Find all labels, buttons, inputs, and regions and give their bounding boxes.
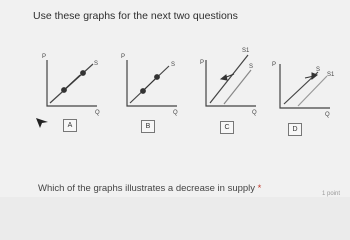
graph-b-arrow	[145, 79, 155, 89]
graph-c-p-label: P	[200, 60, 205, 66]
graph-a-arrow	[66, 75, 80, 88]
question-text	[38, 183, 261, 194]
graph-a-point-1	[62, 88, 67, 93]
graph-c-supply-s-line	[224, 70, 251, 104]
required-mark: *	[257, 183, 262, 194]
choice-c-label[interactable]: C	[220, 121, 234, 134]
choice-b-label[interactable]: B	[141, 120, 155, 133]
choice-d-label[interactable]: D	[288, 123, 302, 136]
graph-a-point-2	[81, 71, 86, 76]
graph-d-s1-label: S1	[327, 72, 335, 78]
graph-c-q-label: Q	[252, 110, 257, 116]
graph-b-s-label: S	[171, 62, 176, 68]
graph-d-p-label: P	[272, 62, 277, 68]
graph-a-p-label: P	[42, 54, 47, 60]
question-label: Which of the graphs illustrates a decrease in supply	[38, 183, 256, 194]
cursor-icon	[36, 118, 48, 128]
graph-d-supply-s1-line	[298, 76, 327, 106]
graph-d-s-label: S	[316, 67, 321, 73]
graph-b-point-1	[141, 89, 146, 94]
instructions-heading: Use these graphs for the next two questions	[33, 10, 238, 22]
graph-d-q-label: Q	[325, 112, 330, 118]
graph-c-s-label: S	[249, 64, 254, 70]
choice-a-label[interactable]: A	[63, 119, 77, 132]
graph-b-point-2	[155, 75, 160, 80]
graph-c-supply-s1-line	[210, 55, 248, 103]
graph-b-q-label: Q	[173, 110, 178, 116]
graph-a-s-label: S	[94, 61, 99, 67]
points-label: 1 point	[322, 191, 341, 197]
graph-b-p-label: P	[121, 54, 126, 60]
graph-c-arrowhead	[221, 75, 227, 80]
graph-c-s1-label: S1	[242, 48, 250, 54]
graph-a-q-label: Q	[95, 110, 100, 116]
